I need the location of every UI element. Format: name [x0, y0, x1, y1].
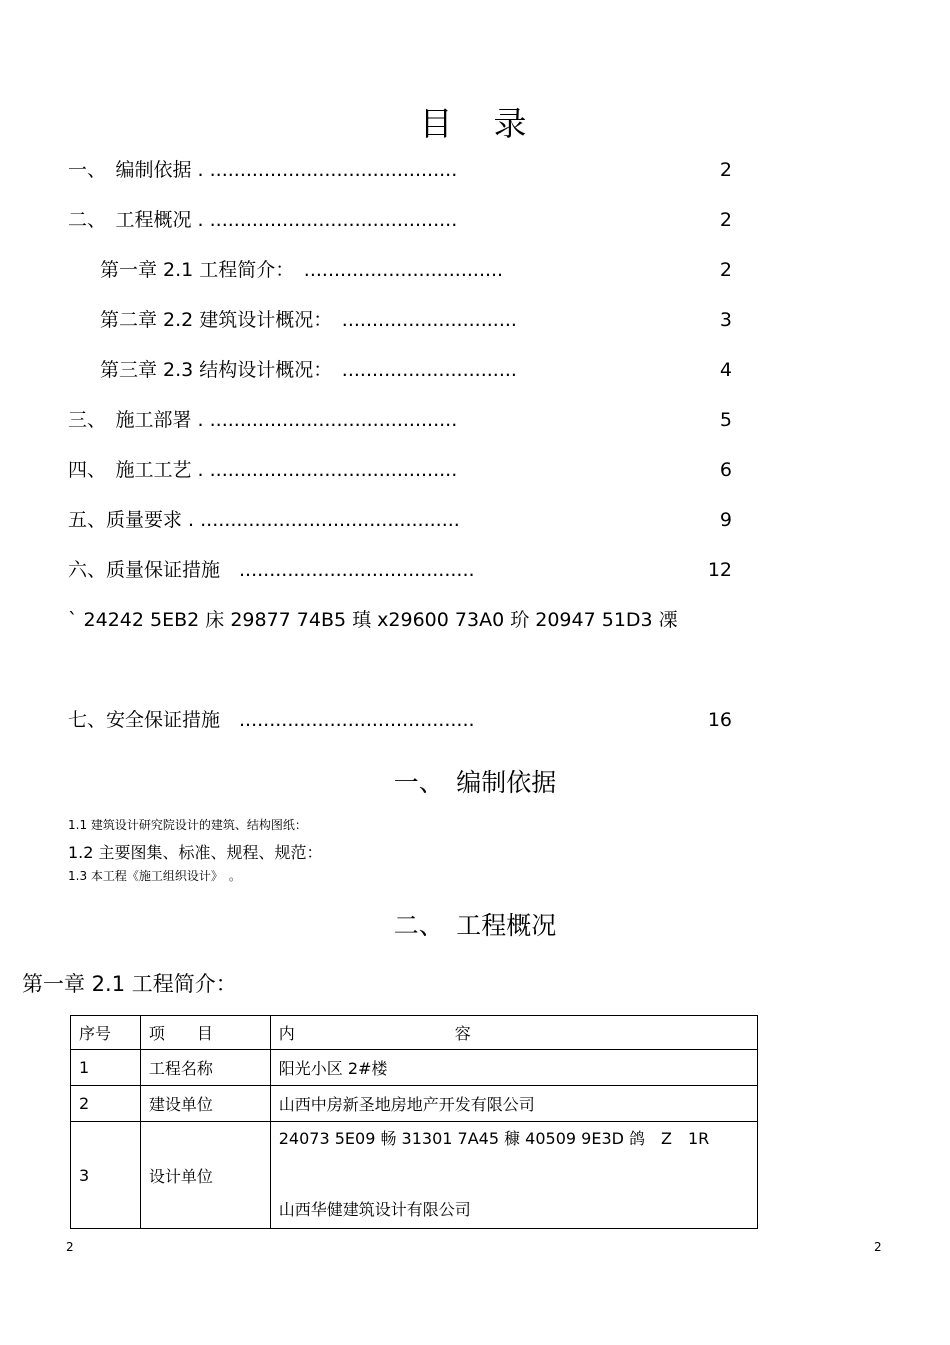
- table-header-row: [71, 1016, 758, 1050]
- toc-entry-page: 12: [707, 559, 732, 581]
- section1-heading: 一、 编制依据: [393, 768, 557, 797]
- toc-entry-label: ` 24242 5EB2 床 29877 74B5 瑱 x29600 73A0 玠 20947 51D3 凓: [68, 609, 678, 631]
- toc-entry-label: 第一章 2.1 工程简介： .................................: [100, 259, 504, 281]
- table-cell-no: 2: [71, 1086, 141, 1122]
- toc-entry-page: 2: [719, 159, 732, 181]
- table-cell-content: [270, 1122, 757, 1229]
- table-row: [71, 1086, 758, 1122]
- toc-entry-page: 2: [719, 259, 732, 281]
- table-cell-no: 1: [71, 1050, 141, 1086]
- table-cell-no: 3: [71, 1122, 141, 1229]
- table-row: [71, 1050, 758, 1086]
- footer-page-right: 2: [874, 1240, 882, 1254]
- table-cell-item: 设计单位: [140, 1122, 270, 1229]
- project-info-table: [70, 1015, 758, 1229]
- toc-entry-label: 六、质量保证措施 .......................................: [68, 559, 475, 581]
- toc-entry-label: 三、 施工部署 . .........................................: [68, 409, 458, 431]
- toc-entry-label: 第三章 2.3 结构设计概况： .............................: [100, 359, 517, 381]
- table-cell-content: 阳光小区 2#楼: [270, 1050, 757, 1086]
- toc-entry-label: 第二章 2.2 建筑设计概况： .............................: [100, 309, 517, 331]
- toc-entry-page: 9: [719, 509, 732, 531]
- table-cell-content-line2: 山西华健建筑设计有限公司: [278, 1200, 471, 1219]
- toc-entry-page: 5: [719, 409, 732, 431]
- toc-title: 目 录: [419, 104, 531, 143]
- table-header-no: 序号: [71, 1016, 141, 1050]
- toc-entry-label: 四、 施工工艺 . .........................................: [68, 459, 458, 481]
- table-cell-item: 工程名称: [140, 1050, 270, 1086]
- toc-entry-page: 6: [719, 459, 732, 481]
- footer-page-left: 2: [66, 1240, 74, 1254]
- toc-entry-label: 一、 编制依据 . .........................................: [68, 159, 458, 181]
- section1-item-2: 1.2 主要图集、标准、规程、规范：: [68, 843, 323, 862]
- toc-entry-label: 二、 工程概况 . .........................................: [68, 209, 458, 231]
- toc-entry-page: 3: [719, 309, 732, 331]
- table-cell-content-line1: 24073 5E09 畅 31301 7A45 穅 40509 9E3D 鸽 Z 1R: [278, 1129, 710, 1148]
- toc-entry-page: 16: [707, 709, 732, 731]
- table-header-content: 内 容: [270, 1016, 757, 1050]
- section1-item-1: 1.1 建筑设计研究院设计的建筑、结构图纸：: [68, 818, 307, 832]
- table-cell-item: 建设单位: [140, 1086, 270, 1122]
- section2-heading: 二、 工程概况: [393, 911, 557, 940]
- toc-entry-page: 2: [719, 209, 732, 231]
- table-cell-content: 山西中房新圣地房地产开发有限公司: [270, 1086, 757, 1122]
- toc-entry-label: 五、质量要求 . ...........................................: [68, 509, 460, 531]
- table-header-item: 项 目: [140, 1016, 270, 1050]
- table-row: [71, 1122, 758, 1229]
- toc-entry-label: 七、安全保证措施 .......................................: [68, 709, 475, 731]
- section2-subheading: 第一章 2.1 工程简介：: [22, 972, 237, 996]
- section1-item-3: 1.3 本工程《施工组织设计》 。: [68, 869, 241, 883]
- toc-entry-page: 4: [719, 359, 732, 381]
